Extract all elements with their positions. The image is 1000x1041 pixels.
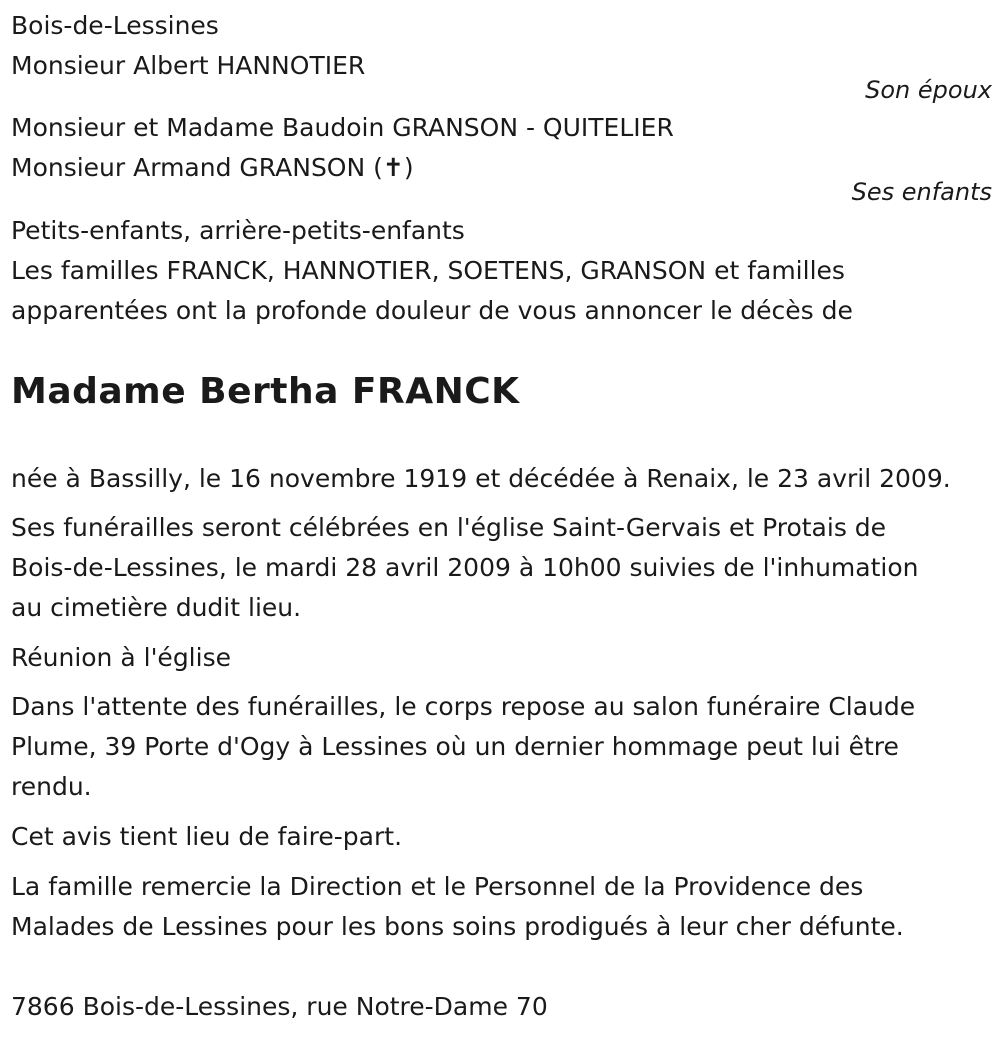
funeral-paragraph — [11, 508, 980, 628]
viewing-paragraph — [11, 687, 980, 807]
address-line: 7866 Bois-de-Lessines, rue Notre-Dame 70 — [11, 992, 548, 1021]
funeral-line-2: Bois-de-Lessines, le mardi 28 avril 2009 à 10h00 suivies de l'inhumation — [11, 553, 919, 582]
notice-line: Cet avis tient lieu de faire-part. — [11, 822, 403, 851]
grandchildren-text: Petits-enfants, arrière-petits-enfants — [11, 216, 465, 245]
families-line-1: Les familles FRANCK, HANNOTIER, SOETENS, GRANSON et familles — [11, 256, 845, 285]
viewing-line-3: rendu. — [11, 772, 92, 801]
deceased-name: Madame Bertha FRANCK — [11, 371, 520, 412]
birth-death-line: née à Bassilly, le 16 novembre 1919 et décédée à Renaix, le 23 avril 2009. — [11, 464, 951, 493]
child-name-1: Monsieur et Madame Baudoin GRANSON - QUITELIER — [11, 113, 674, 142]
viewing-line-2: Plume, 39 Porte d'Ogy à Lessines où un dernier hommage peut lui être — [11, 732, 899, 761]
header-village-block — [11, 6, 992, 86]
thanks-line-2: Malades de Lessines pour les bons soins prodigués à leur cher défunte. — [11, 912, 904, 941]
meeting-text — [11, 638, 980, 678]
spouse-role: Son époux — [865, 76, 992, 104]
funeral-line-1: Ses funérailles seront célébrées en l'église Saint-Gervais et Protais de — [11, 513, 887, 542]
funeral-line-3: au cimetière dudit lieu. — [11, 593, 302, 622]
children-role: Ses enfants — [851, 178, 992, 206]
families-line-2: apparentées ont la profonde douleur de vous annoncer le décès de — [11, 296, 853, 325]
village-text: Bois-de-Lessines — [11, 11, 219, 40]
viewing-line-1: Dans l'attente des funérailles, le corps repose au salon funéraire Claude — [11, 692, 916, 721]
spouse-name: Monsieur Albert HANNOTIER — [11, 51, 366, 80]
child-name-2: Monsieur Armand GRANSON (✝) — [11, 153, 414, 182]
children-block — [11, 108, 992, 188]
notice-text — [11, 817, 980, 857]
thanks-paragraph — [11, 867, 980, 947]
birth-death-text — [11, 459, 980, 499]
thanks-line-1: La famille remercie la Direction et le Personnel de la Providence des — [11, 872, 864, 901]
meeting-line: Réunion à l'église — [11, 643, 231, 672]
families-block — [11, 211, 992, 331]
address-text — [11, 987, 980, 1027]
